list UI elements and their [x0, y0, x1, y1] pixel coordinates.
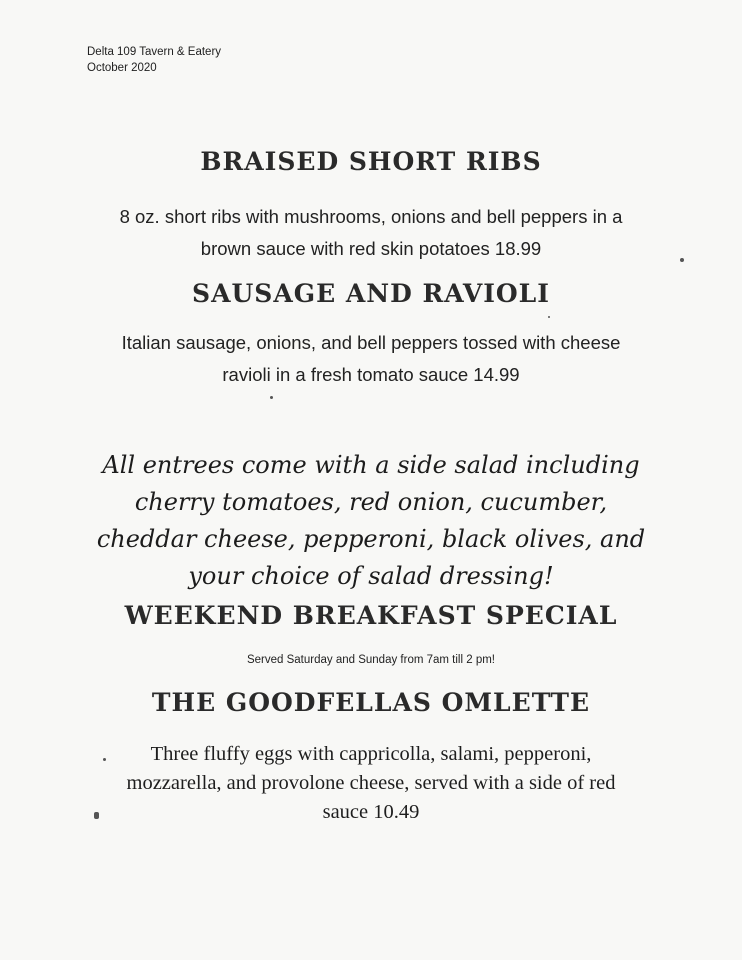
description-line: mozzarella, and provolone cheese, served with a side of red: [126, 772, 616, 794]
description-line: 8 oz. short ribs with mushrooms, onions and bell peppers in a: [119, 206, 623, 227]
item-description-sausage-ravioli: [60, 327, 682, 391]
salad-note-line: cheddar cheese, pepperoni, black olives, and: [96, 525, 646, 553]
scan-speck: [270, 396, 273, 399]
description-line: ravioli in a fresh tomato sauce 14.99: [222, 364, 520, 385]
description-line: Italian sausage, onions, and bell peppers tossed with cheese: [121, 332, 621, 353]
item-description-goodfellas-omlette: [60, 740, 682, 827]
description-line: brown sauce with red skin potatoes 18.99: [200, 238, 542, 259]
restaurant-name: Delta 109 Tavern & Eatery: [87, 46, 222, 58]
scan-speck: [94, 812, 99, 819]
item-description-short-ribs: [60, 201, 682, 265]
item-title-sausage-ravioli: SAUSAGE AND RAVIOLI: [192, 279, 550, 308]
description-line: Three fluffy eggs with cappricolla, salami, pepperoni,: [150, 743, 592, 765]
salad-note-line: your choice of salad dressing!: [188, 562, 554, 590]
side-salad-note: [60, 447, 682, 595]
menu-date: October 2020: [87, 62, 157, 74]
breakfast-schedule: Served Saturday and Sunday from 7am till 2 pm!: [246, 654, 495, 666]
item-title-short-ribs: BRAISED SHORT RIBS: [200, 147, 542, 176]
scan-speck: [548, 316, 550, 318]
salad-note-line: cherry tomatoes, red onion, cucumber,: [134, 488, 608, 516]
scan-speck: [103, 758, 106, 761]
description-line: sauce 10.49: [322, 801, 420, 823]
salad-note-line: All entrees come with a side salad including: [102, 451, 640, 479]
item-title-goodfellas-omlette: THE GOODFELLAS OMLETTE: [151, 688, 591, 717]
menu-header: [87, 44, 221, 76]
breakfast-section-title: WEEKEND BREAKFAST SPECIAL: [124, 601, 618, 630]
scan-speck: [680, 258, 684, 262]
